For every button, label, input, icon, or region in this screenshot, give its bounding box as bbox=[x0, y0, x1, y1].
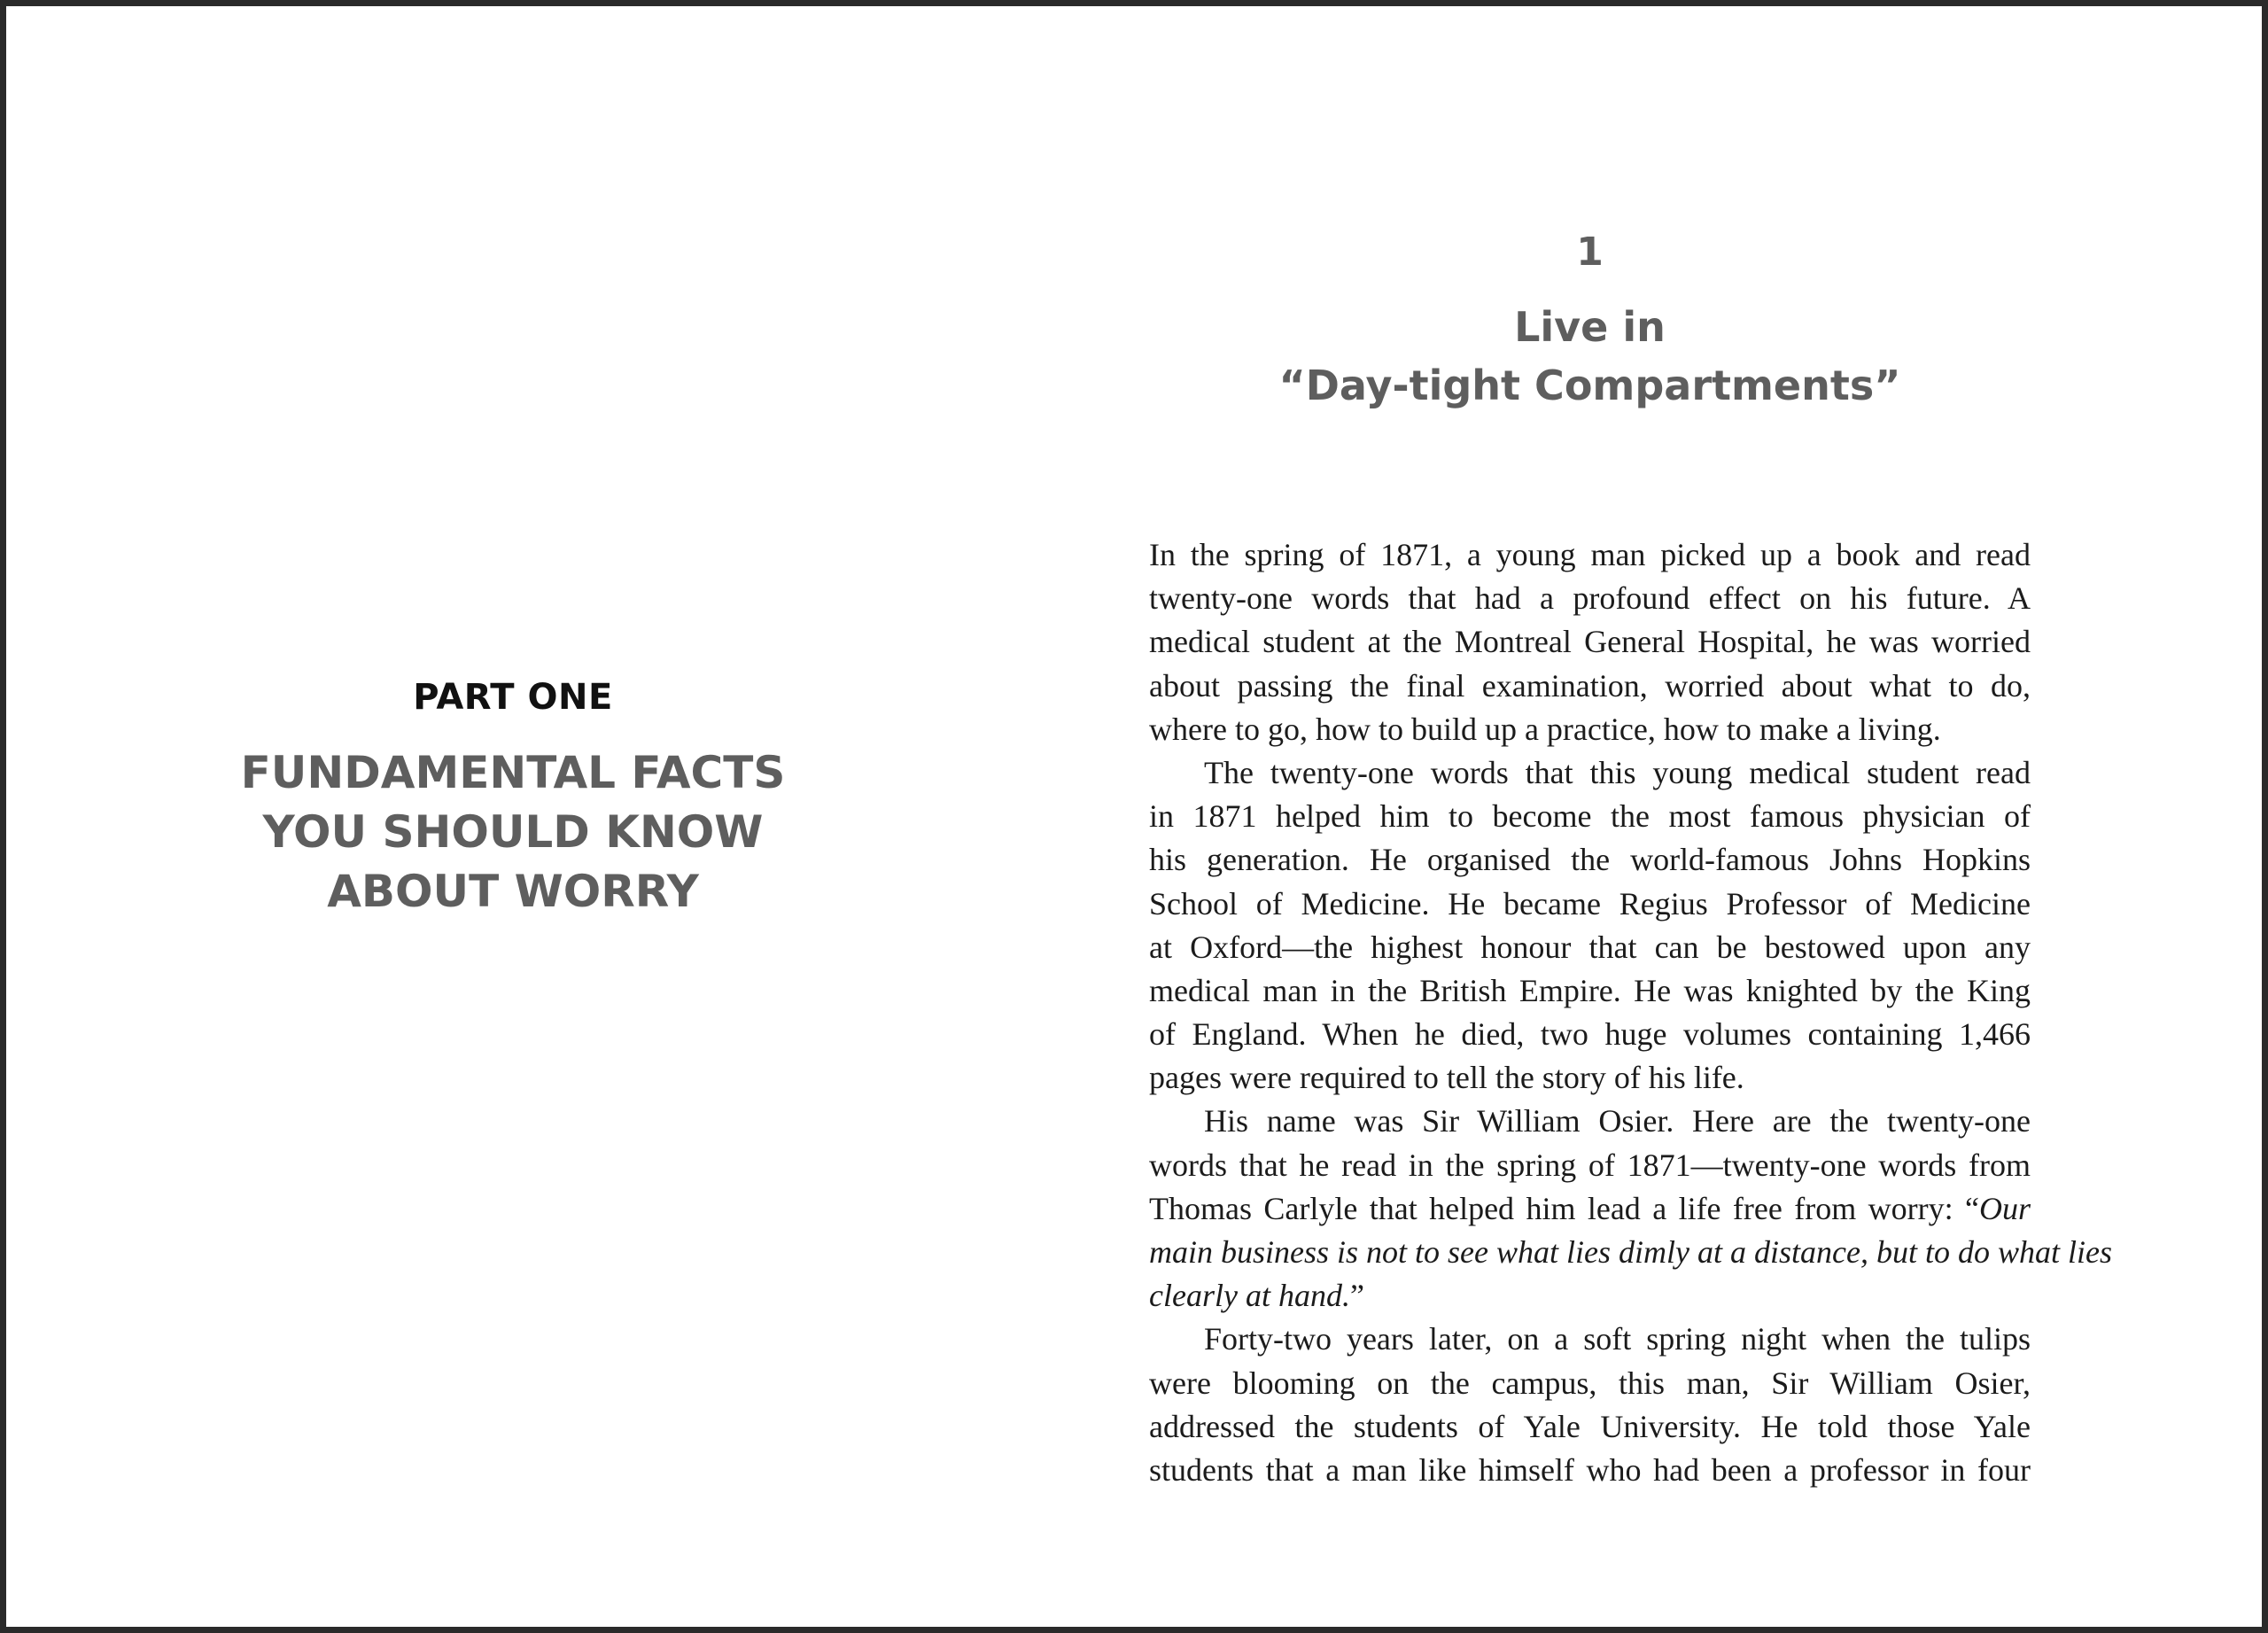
text-line: medical student at the Montreal General Hospital, he was worried bbox=[1149, 624, 2031, 660]
left-page bbox=[12, 12, 1014, 1633]
text-line: Forty-two years later, on a soft spring night when the tulips bbox=[1204, 1321, 2031, 1357]
text-line: His name was Sir William Osier. Here are the twenty-one bbox=[1204, 1103, 2031, 1139]
paragraph bbox=[1149, 533, 2031, 751]
text-line: in 1871 helped him to become the most famous physician of bbox=[1149, 798, 2031, 835]
italic-line: main business is not to see what lies dimly at a distance, but to do what lies bbox=[1149, 1234, 2112, 1270]
text-line: at Oxford—the highest honour that can be bestowed upon any bbox=[1149, 929, 2031, 965]
part-title-line: YOU SHOULD KNOW bbox=[262, 806, 764, 858]
right-page bbox=[1149, 12, 2112, 1633]
text-line: pages were required to tell the story of his life. bbox=[1149, 1060, 1744, 1096]
text-line: School of Medicine. He became Regius Professor of Medicine bbox=[1149, 885, 2031, 921]
paragraph bbox=[1149, 1318, 2031, 1492]
chapter-body bbox=[1149, 533, 2112, 1492]
text-segment: Thomas Carlyle that helped him lead a life free from worry: “ bbox=[1149, 1190, 1979, 1226]
part-label: PART ONE bbox=[413, 677, 613, 718]
chapter-number: 1 bbox=[1576, 229, 1604, 275]
text-line bbox=[1149, 1187, 2031, 1231]
chapter-title-line: Live in bbox=[1514, 303, 1666, 351]
text-line: students that a man like himself who had been a professor in four bbox=[1149, 1451, 2031, 1488]
italic-segment: Our bbox=[1978, 1190, 2031, 1226]
text-line: medical man in the British Empire. He was knighted by the King bbox=[1149, 972, 2031, 1008]
text-line: The twenty-one words that this young medical student read bbox=[1204, 754, 2031, 790]
text-line: words that he read in the spring of 1871—twenty-one words from bbox=[1149, 1147, 2031, 1183]
part-title-line: FUNDAMENTAL FACTS bbox=[240, 747, 786, 798]
part-title bbox=[12, 743, 1014, 921]
text-line bbox=[1149, 1274, 2031, 1318]
text-line: about passing the final examination, worried about what to do, bbox=[1149, 667, 2031, 704]
text-line: twenty-one words that had a profound effect on his future. A bbox=[1149, 580, 2031, 617]
paragraph bbox=[1149, 1100, 2112, 1318]
text-line: were blooming on the campus, this man, Sir William Osier, bbox=[1149, 1365, 2031, 1401]
text-line: his generation. He organised the world-famous Johns Hopkins bbox=[1149, 842, 2031, 878]
italic-segment: clearly at hand. bbox=[1149, 1278, 1350, 1314]
text-line: of England. When he died, two huge volumes containing 1,466 bbox=[1149, 1016, 2031, 1053]
chapter-title-line: “Day-tight Compartments” bbox=[1278, 362, 1901, 409]
paragraph bbox=[1149, 751, 2031, 1100]
text-line: In the spring of 1871, a young man picked up a book and read bbox=[1149, 537, 2031, 572]
text-line: where to go, how to build up a practice, how to make a living. bbox=[1149, 711, 1941, 747]
text-line: addressed the students of Yale University. He told those Yale bbox=[1149, 1408, 2031, 1444]
chapter-title bbox=[1149, 298, 2031, 415]
text-segment: ” bbox=[1349, 1278, 1364, 1314]
part-title-line: ABOUT WORRY bbox=[327, 866, 699, 917]
